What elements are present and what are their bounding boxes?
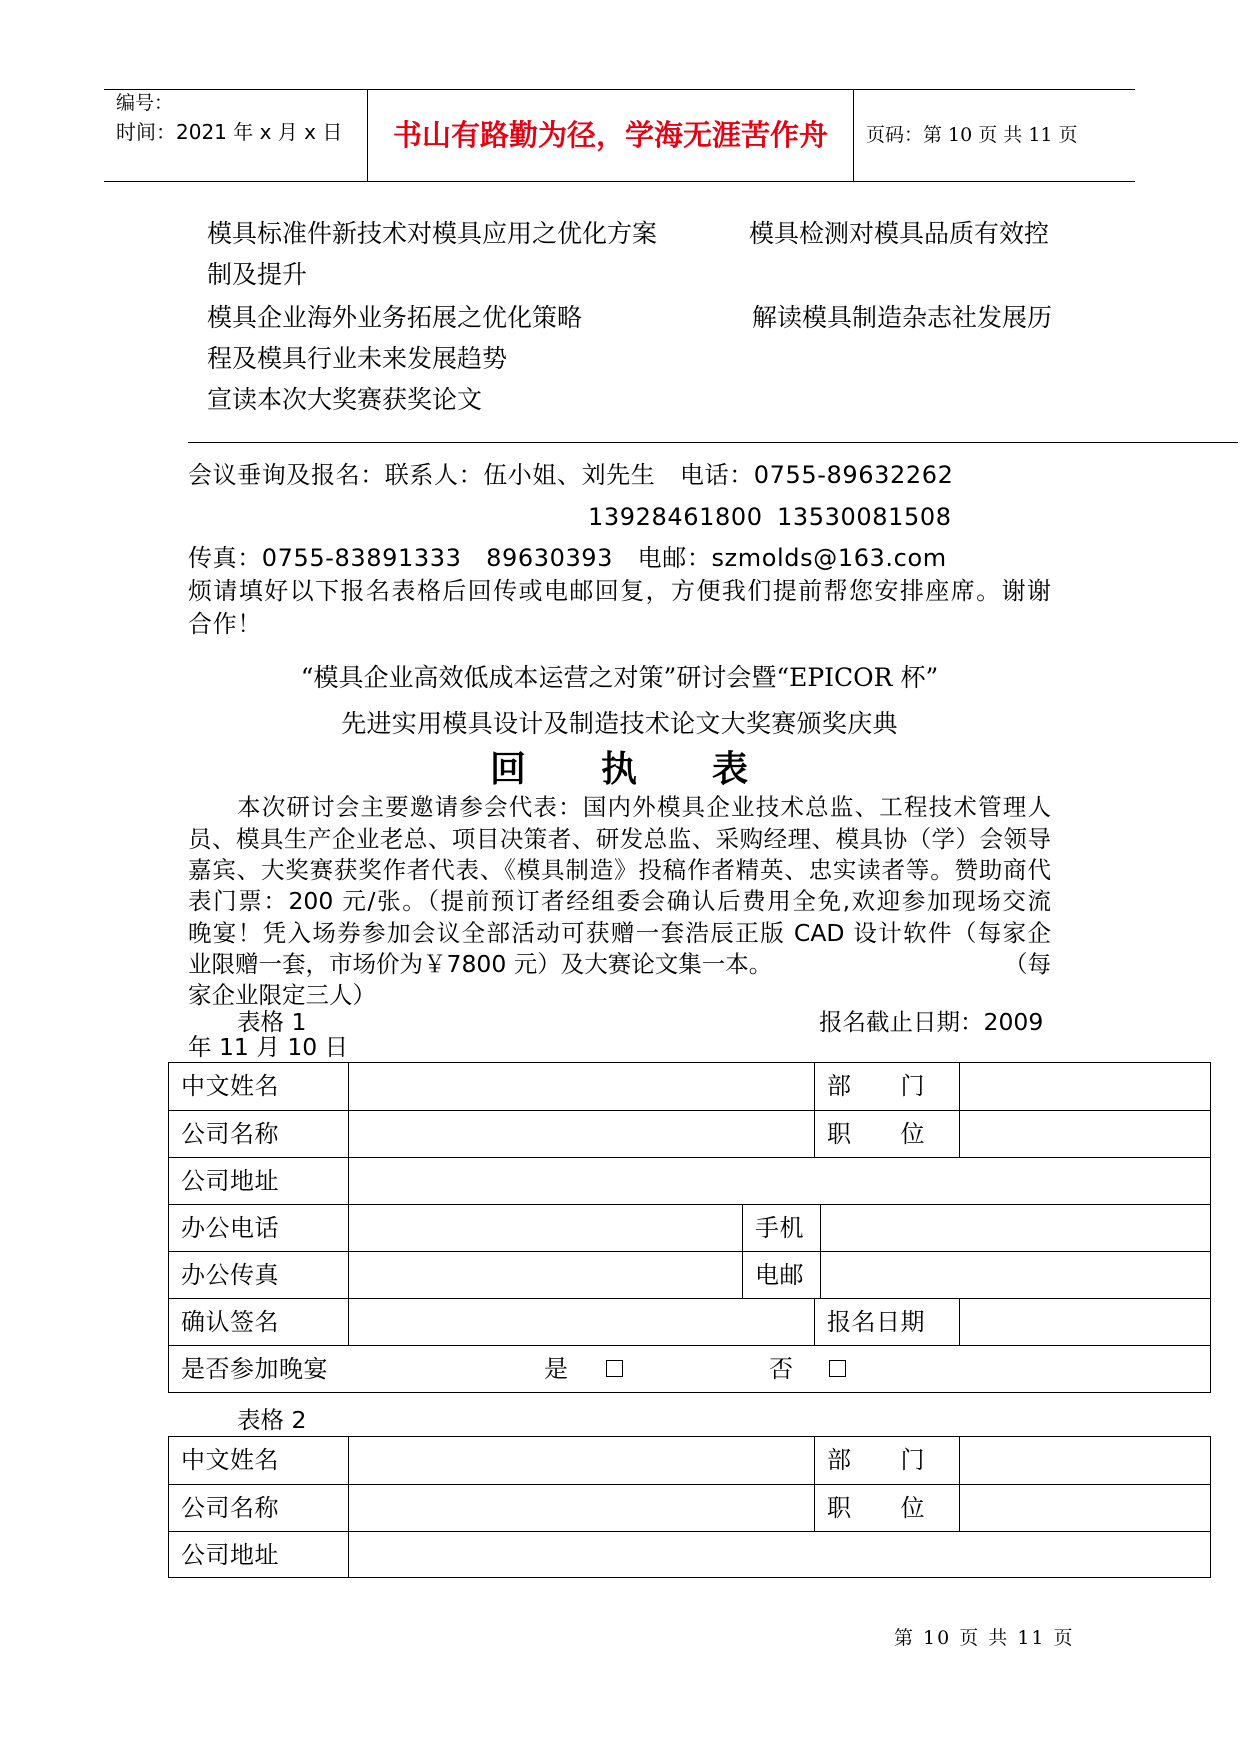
intro-line-3: 嘉宾、大奖赛获奖作者代表、《模具制造》投稿作者精英、忠实读者等。赞助商代 — [188, 856, 1051, 884]
footer-page-number: 第 10 页 共 11 页 — [894, 1627, 1075, 1649]
dinner-cell — [169, 1346, 1210, 1392]
contact-mobile-2: 13530081508 — [777, 503, 952, 531]
intro-note: （每 — [1004, 950, 1051, 978]
position-field — [959, 1111, 1210, 1157]
table-row — [169, 1204, 1210, 1251]
section-divider-rule — [188, 442, 1238, 443]
office-phone-label: 办公电话 — [181, 1214, 279, 1242]
agenda-item-2-end: 制及提升 — [207, 260, 308, 289]
intro-line-2: 员、模具生产企业老总、项目决策者、研发总监、采购经理、模具协（学）会领导 — [188, 825, 1051, 853]
table-row — [169, 1484, 1210, 1531]
address-field — [348, 1158, 1210, 1204]
name-field — [348, 1063, 814, 1110]
contact-request-line-1: 烦请填好以下报名表格后回传或电邮回复，方便我们提前帮您安排座席。谢谢 — [188, 577, 1051, 605]
agenda-item-4-start: 解读模具制造杂志社发展历 — [752, 303, 1053, 332]
intro-line-7: 家企业限定三人） — [188, 981, 376, 1009]
dinner-no-checkbox — [829, 1360, 846, 1377]
header-number-label: 编号： — [116, 92, 174, 114]
company-field — [348, 1485, 814, 1531]
intro-line-1: 本次研讨会主要邀请参会代表：国内外模具企业技术总监、工程技术管理人 — [237, 793, 1051, 821]
position-label: 职 位 — [814, 1111, 959, 1157]
agenda-item-2-start: 模具检测对模具品质有效控 — [749, 219, 1050, 248]
mobile-field — [820, 1205, 1210, 1251]
contact-mobile-1: 13928461800 — [588, 503, 763, 531]
agenda-item-5: 宣读本次大奖赛获奖论文 — [207, 385, 483, 414]
table-row — [169, 1157, 1210, 1204]
agenda-item-3: 模具企业海外业务拓展之优化策略 — [207, 303, 583, 332]
table-row — [169, 1531, 1210, 1577]
table2-label: 表格 2 — [237, 1406, 307, 1434]
header-bottom-rule — [104, 181, 1135, 182]
intro-line-4: 表门票：200 元/张。（提前预订者经组委会确认后费用全免,欢迎参加现场交流 — [188, 887, 1051, 915]
table-row — [169, 1110, 1210, 1157]
table-row — [169, 1063, 1210, 1110]
company-field — [348, 1111, 814, 1157]
position-label: 职 位 — [814, 1485, 959, 1531]
mobile-label: 手机 — [742, 1205, 820, 1251]
contact-inquiry: 会议垂询及报名：联系人：伍小姐、刘先生 电话：0755-89632262 — [188, 461, 954, 489]
name-label: 中文姓名 — [181, 1072, 279, 1100]
header-motto: 书山有路勤为径，学海无涯苦作舟 — [392, 118, 828, 152]
address-field — [348, 1532, 1210, 1577]
contact-request-line-2: 合作！ — [188, 610, 262, 638]
company-label: 公司名称 — [181, 1494, 279, 1522]
contact-fax-email: 传真：0755-83891333 89630393 电邮：szmolds@163.com — [188, 544, 947, 572]
dinner-yes-label: 是 — [544, 1355, 569, 1383]
table-row — [169, 1437, 1210, 1484]
table-row — [169, 1298, 1210, 1345]
intro-line-6: 业限赠一套，市场价为￥7800 元）及大赛论文集一本。 — [188, 950, 773, 978]
signature-field — [348, 1299, 814, 1345]
table1-label: 表格 1 — [237, 1008, 307, 1036]
dinner-yes-checkbox — [606, 1360, 623, 1377]
agenda-item-1: 模具标准件新技术对模具应用之优化方案 — [207, 219, 658, 248]
header-top-rule — [104, 89, 1135, 90]
reply-form-title-line-2: 先进实用模具设计及制造技术论文大奖赛颁奖庆典 — [341, 709, 898, 738]
dept-label: 部 门 — [814, 1437, 959, 1484]
reply-form-title-line-1: “模具企业高效低成本运营之对策”研讨会暨“EPICOR 杯” — [300, 663, 939, 692]
reply-form-heading: 回 执 表 — [489, 749, 749, 790]
office-fax-label: 办公传真 — [181, 1261, 279, 1289]
registration-deadline-cont: 年 11 月 10 日 — [188, 1033, 349, 1061]
address-label: 公司地址 — [181, 1541, 279, 1569]
company-label: 公司名称 — [181, 1120, 279, 1148]
table-row — [169, 1251, 1210, 1298]
name-label: 中文姓名 — [181, 1446, 279, 1474]
registration-table-1 — [168, 1062, 1211, 1393]
dept-field — [959, 1063, 1210, 1110]
registration-deadline: 报名截止日期：2009 — [819, 1008, 1044, 1036]
reg-date-field — [959, 1299, 1210, 1345]
dinner-label: 是否参加晚宴 — [181, 1355, 328, 1383]
office-phone-field — [348, 1205, 742, 1251]
dept-label: 部 门 — [814, 1063, 959, 1110]
header-time-label: 时间：2021 年 x 月 x 日 — [116, 120, 343, 144]
position-field — [959, 1485, 1210, 1531]
table-row — [169, 1345, 1210, 1392]
address-label: 公司地址 — [181, 1167, 279, 1195]
header-page-info: 页码：第 10 页 共 11 页 — [866, 124, 1078, 146]
agenda-item-4-end: 程及模具行业未来发展趋势 — [207, 344, 508, 373]
name-field — [348, 1437, 814, 1484]
intro-line-5: 晚宴！凭入场券参加会议全部活动可获赠一套浩辰正版 CAD 设计软件（每家企 — [188, 919, 1051, 947]
registration-table-2 — [168, 1436, 1211, 1578]
dinner-no-label: 否 — [769, 1355, 794, 1383]
office-fax-field — [348, 1252, 742, 1298]
signature-label: 确认签名 — [181, 1308, 279, 1336]
header-divider-right — [853, 89, 854, 181]
email-field — [820, 1252, 1210, 1298]
email-label: 电邮 — [742, 1252, 820, 1298]
dept-field — [959, 1437, 1210, 1484]
reg-date-label: 报名日期 — [814, 1299, 959, 1345]
